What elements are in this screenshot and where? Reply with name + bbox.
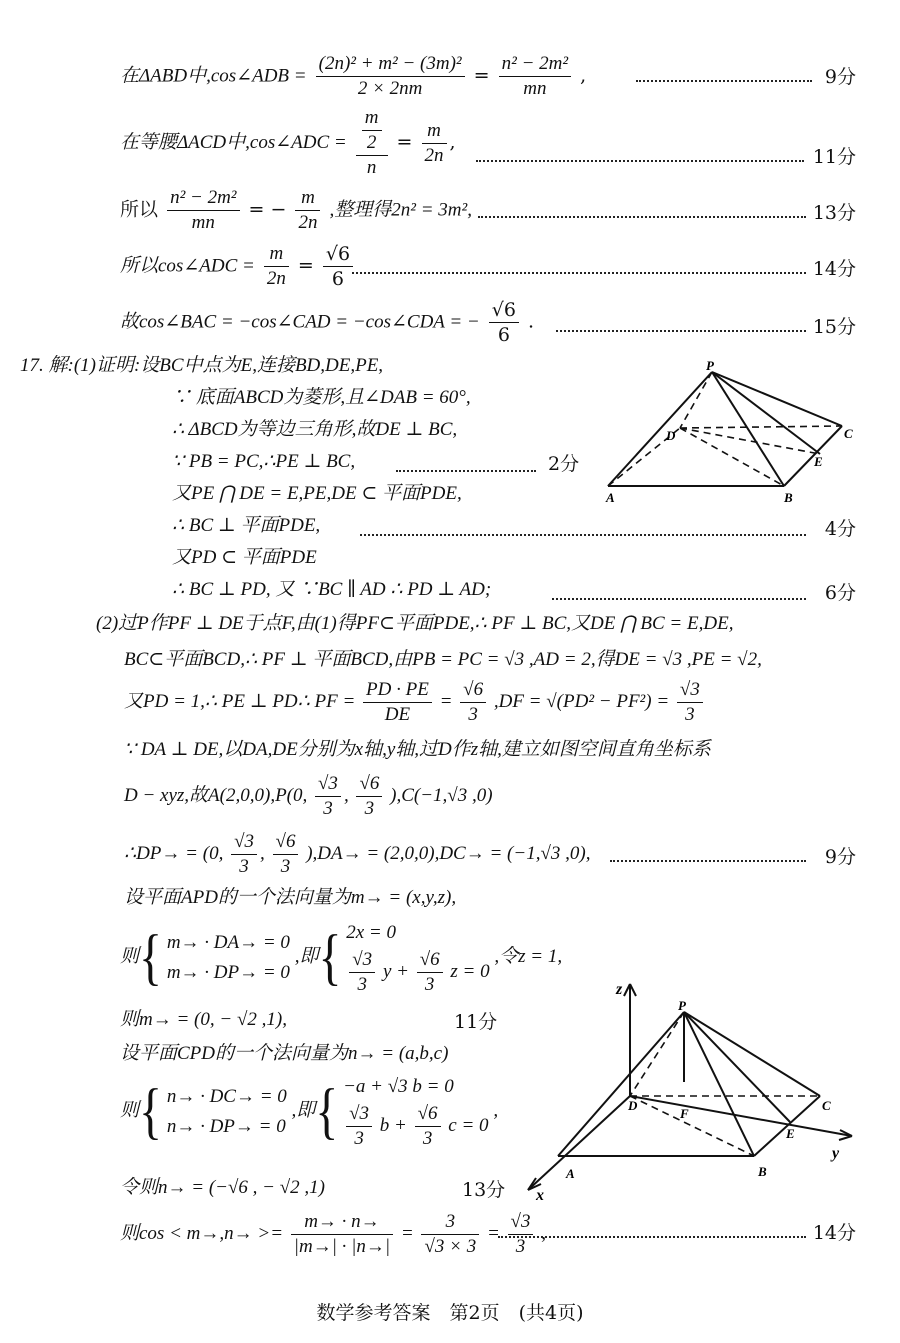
coordinate-figure-2 xyxy=(506,972,866,1202)
p17-line: ∵ PB = PC,∴PE ⊥ BC, xyxy=(172,451,356,472)
p17-line: 又PD ⊂ 平面PDE xyxy=(172,547,317,568)
q2-line: 又PD = 1,∴ PE ⊥ PD∴ PF = $\frac{PD \cdot PE}{DE}$ = $\frac{√6}{3}$ ,DF = √(PD² − PF²) = $\frac{√3}{3}$ xyxy=(124,678,706,727)
line-cos-adb: 在ΔABD中,cos∠ADB = $\frac{\text{(2n)² + m² − (3m)²}}{2 \times 2nm}$ = $\frac{\text{n² − 2m²}}{mn}$ , xyxy=(120,53,587,99)
line-equation: 所以 $\frac{\text{n² − 2m²}}{mn}$ = − $\frac{m}{2n}$ ,整理得2n² = 3m², xyxy=(120,187,472,233)
pyramid-figure-1 xyxy=(596,360,866,510)
score-label: 13分 xyxy=(462,1179,506,1201)
p17-line: ∴ ΔBCD为等边三角形,故DE ⊥ BC, xyxy=(172,419,458,440)
score-label: 11分 xyxy=(454,1011,498,1033)
axis-z-label: z xyxy=(616,981,623,998)
leader-dots xyxy=(552,598,806,600)
leader-dots xyxy=(610,860,806,862)
axis-y-label: y xyxy=(832,1145,840,1162)
label-a: A xyxy=(606,490,615,505)
p17-line: 又PE ⋂ DE = E,PE,DE ⊂ 平面PDE, xyxy=(172,483,462,504)
q2-line: 设平面APD的一个法向量为m→ = (x,y,z), xyxy=(124,887,457,908)
q2-line: (2)过P作PF ⊥ DE于点F,由(1)得PF⊂平面PDE,∴ PF ⊥ BC,又DE ⋂ BC = E,DE, xyxy=(96,613,734,634)
label-f: F xyxy=(680,1106,689,1121)
q2-line: BC⊂平面BCD,∴ PF ⊥ 平面BCD,由PB = PC = √3 ,AD = 2,得DE = √3 ,PE = √2, xyxy=(124,649,762,670)
score-label: 11分 xyxy=(812,146,856,168)
score-label: 2分 xyxy=(548,453,580,475)
label-e: E xyxy=(814,454,823,469)
score-label: 6分 xyxy=(824,582,856,604)
line-cos-adc: 在等腰ΔACD中,cos∠ADC = m 2 n = $\frac{m}{2n}$ , xyxy=(120,107,456,178)
leader-dots xyxy=(498,1236,806,1238)
label-a: A xyxy=(566,1166,575,1181)
line-cos-result: 所以cos∠ADC = $\frac{m}{2n}$ = $\frac{√6}{6}$ xyxy=(120,242,356,291)
leader-dots xyxy=(352,272,806,274)
leader-dots xyxy=(556,330,806,332)
score-label: 13分 xyxy=(812,202,856,224)
label-d: D xyxy=(666,428,676,443)
score-label: 14分 xyxy=(812,1222,856,1244)
q2-system-n: 则{ n→ · DC→ = 0 n→ · DP→ = 0 ,即{ −a + √3 b = 0 $\frac{√3}{3}$ b + $\frac{√6}{3}$ c = 0 , xyxy=(120,1076,499,1149)
axis-x-label: x xyxy=(536,1187,544,1202)
q2-line: ∵ DA ⊥ DE,以DA,DE分别为x轴,y轴,过D作z轴,建立如图空间直角坐标系 xyxy=(124,739,711,760)
label-d: D xyxy=(628,1098,638,1113)
label-e: E xyxy=(786,1126,795,1141)
q2-system-m: 则{ m→ · DA→ = 0 m→ · DP→ = 0 ,即{ 2x = 0 $\frac{√3}{3}$ y + $\frac{√6}{3}$ z = 0 ,令z = 1, xyxy=(120,922,563,995)
p17-line: ∴ BC ⊥ PD, 又 ∵BC ∥ AD ∴ PD ⊥ AD; xyxy=(172,579,492,600)
q2-line: 设平面CPD的一个法向量为n→ = (a,b,c) xyxy=(120,1043,449,1064)
score-label: 15分 xyxy=(812,316,856,338)
leader-dots xyxy=(478,216,806,218)
label-b: B xyxy=(784,490,793,505)
label-p: P xyxy=(678,998,686,1013)
page-footer: 数学参考答案 第2页 (共4页) xyxy=(316,1302,584,1324)
label-p: P xyxy=(706,360,714,373)
leader-dots xyxy=(360,534,806,536)
score-label: 9分 xyxy=(824,846,856,868)
leader-dots xyxy=(396,470,536,472)
score-label: 14分 xyxy=(812,258,856,280)
label-c: C xyxy=(822,1098,831,1113)
label-c: C xyxy=(844,426,853,441)
line-cos-bac: 故cos∠BAC = −cos∠CAD = −cos∠CDA = − $\frac{√6}{6}$ . xyxy=(120,299,535,346)
score-label: 4分 xyxy=(824,518,856,540)
leader-dots xyxy=(636,80,812,82)
p17-line: 17. 解:(1)证明:设BC中点为E,连接BD,DE,PE, xyxy=(20,355,384,376)
q2-line: 则m→ = (0, − √2 ,1), xyxy=(120,1009,287,1030)
q2-line: ∴DP→ = (0, $\frac{√3}{3}$ , $\frac{√6}{3}$ ),DA→ = (2,0,0),DC→ = (−1,√3 ,0), xyxy=(124,831,591,877)
q2-line: 则cos < m→,n→ >= $\frac{m\to \cdot n\to}{|m\to| \cdot |n\to|}$ = $\frac{3}{√3 \times 3}$ = $\frac{√3}{3}$ , xyxy=(120,1211,546,1257)
score-label: 9分 xyxy=(824,66,856,88)
label-b: B xyxy=(758,1164,767,1179)
q2-line: 令则n→ = (−√6 , − √2 ,1) xyxy=(120,1177,325,1198)
leader-dots xyxy=(476,160,804,162)
p17-line: ∵ 底面ABCD为菱形,且∠DAB = 60°, xyxy=(172,387,471,408)
p17-line: ∴ BC ⊥ 平面PDE, xyxy=(172,515,321,536)
q2-line: D − xyz,故A(2,0,0),P(0, $\frac{√3}{3}$ , $\frac{√6}{3}$ ),C(−1,√3 ,0) xyxy=(124,773,493,819)
